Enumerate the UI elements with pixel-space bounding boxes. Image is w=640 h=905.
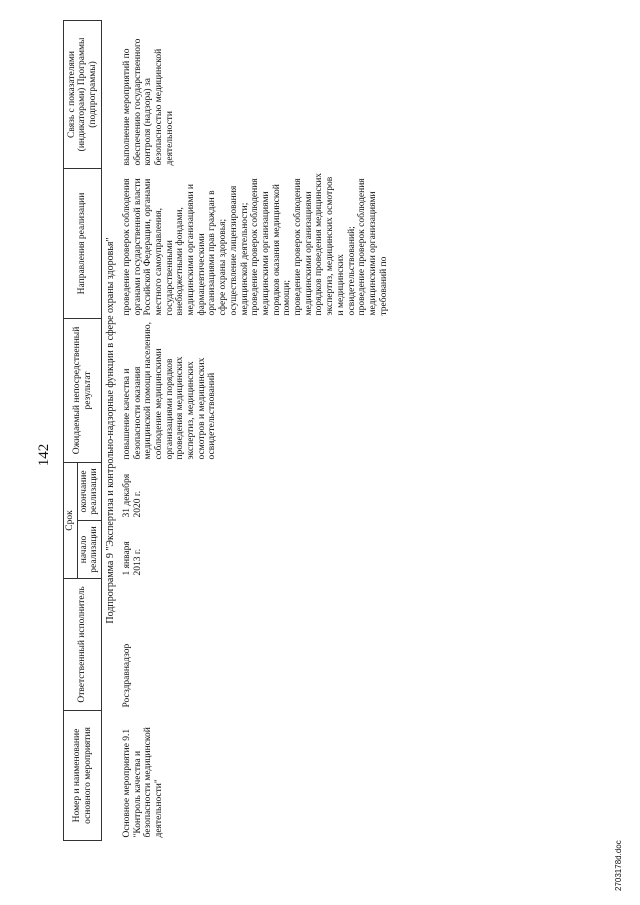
cell-executor: Росздравнадзор xyxy=(121,643,132,708)
subprogram-title: Подпрограмма 9 "Экспертиза и контрольно-надзорные функции в сфере охраны здоровья" xyxy=(105,237,117,624)
header-start: начало реализации xyxy=(77,521,101,579)
header-indicators: Связь с показателями (индикаторами) Программы (подпрограммы) xyxy=(64,20,102,168)
direction-item: проведение проверок соблюдения медицинскими организациями порядков проведения медицинских экспертиз, медицинских осмотров и медицинских освидетельствований; xyxy=(293,172,357,316)
document-code: 2703178d.doc xyxy=(614,840,623,891)
header-executor: Ответственный исполнитель xyxy=(64,579,102,711)
table-row xyxy=(120,20,392,840)
header-directions: Направления реализации xyxy=(64,168,102,318)
header-end: окончание реализации xyxy=(77,462,101,520)
direction-item: проведение проверок соблюдения медицинскими организациями требований по xyxy=(357,178,389,316)
direction-item: осуществление лицензирования медицинской деятельности; xyxy=(228,185,250,316)
cell-activity: Основное мероприятие 9.1 "Контроль качества и безопасности медицинской деятельности" xyxy=(121,727,164,838)
cell-start: 1 января 2013 г. xyxy=(121,541,143,576)
page-number: 142 xyxy=(36,443,52,467)
header-result: Ожидаемый непосредственный результат xyxy=(64,318,102,462)
header-term: Срок xyxy=(64,462,78,578)
program-activities-table xyxy=(63,20,391,841)
direction-item: проведение проверок соблюдения медицинскими организациями порядков оказания медицинской помощи; xyxy=(250,178,293,316)
cell-directions xyxy=(120,168,392,318)
header-activity: Номер и наименование основного мероприятия xyxy=(64,711,102,841)
cell-end: 31 декабря 2020 г. xyxy=(121,473,143,518)
direction-item: проведение проверок соблюдения органами государственной власти Российской Федерации, органами местного самоуправления, государственными внебюджетными фондами, медицинскими организациями и фармацевтическими организациями прав граждан в сфере охраны здоровья; xyxy=(121,178,229,316)
cell-result: повышение качества и безопасности оказания медицинской помощи населению, соблюдение медицинскими организациями порядков проведения медицинских экспертиз, медицинских осмотров и медицинских освидетельствований xyxy=(121,322,218,460)
cell-indicators: выполнение мероприятий по обеспечению государственного контроля (надзора) за безопасностью медицинской деятельности xyxy=(121,38,175,166)
